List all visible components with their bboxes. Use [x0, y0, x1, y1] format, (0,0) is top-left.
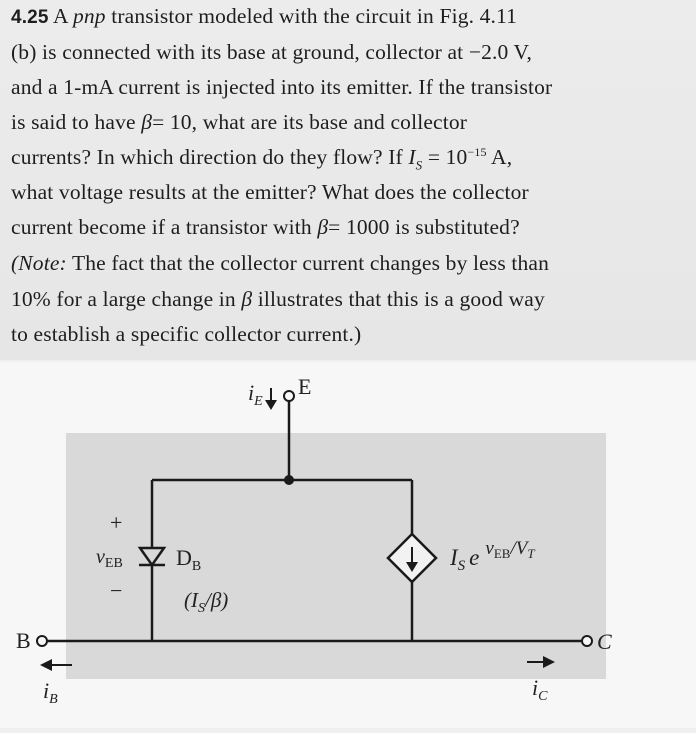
problem-line-9: 10% for a large change in β illustrates that this is a good way: [11, 287, 545, 311]
problem-line-2: (b) is connected with its base at ground, collector at −2.0 V,: [11, 40, 532, 64]
minus-sign: −: [110, 578, 123, 603]
circuit-figure: [0, 362, 696, 728]
problem-line-4: is said to have β= 10, what are its base and collector: [11, 110, 468, 134]
problem-line-7: current become if a transistor with β= 1000 is substituted?: [11, 215, 520, 239]
emitter-current-arrowhead: [265, 400, 277, 410]
problem-line-5: currents? In which direction do they flow? If $I_S = 10^{-15}$ A,: [11, 144, 513, 173]
problem-number: 4.25: [11, 7, 49, 28]
veb-label: $v_{EB}$: [96, 546, 123, 571]
emitter-label: E: [298, 374, 312, 399]
collector-current-label: $i_C$: [532, 675, 548, 704]
circuit-diagram: [0, 362, 696, 728]
problem-text: [0, 0, 696, 360]
problem-line-3: and a 1-mA current is injected into its emitter. If the transistor: [11, 75, 553, 99]
diode-label: $D_B$: [176, 545, 202, 574]
problem-line-6: what voltage results at the emitter? What does the collector: [11, 180, 529, 204]
emitter-current-label: $i_E$: [248, 380, 263, 409]
problem-line-8: (Note: The fact that the collector current changes by less than: [11, 251, 549, 275]
plus-sign: +: [110, 510, 123, 535]
base-current-label: $i_B$: [43, 678, 58, 707]
emitter-terminal: [284, 391, 294, 401]
problem-line-10: to establish a specific collector current.): [11, 322, 362, 346]
base-terminal: [37, 636, 47, 646]
collector-terminal: [582, 636, 592, 646]
diode-value-label: $(I_S/\beta)$: [184, 588, 229, 616]
base-current-arrowhead: [40, 659, 52, 671]
collector-label: C: [597, 629, 612, 654]
problem-line-1: 4.25 A pnp transistor modeled with the circuit in Fig. 4.11: [11, 4, 518, 28]
base-label: B: [16, 628, 31, 653]
source-expression: $I_S$ e $^v$EB/VT: [450, 538, 535, 574]
